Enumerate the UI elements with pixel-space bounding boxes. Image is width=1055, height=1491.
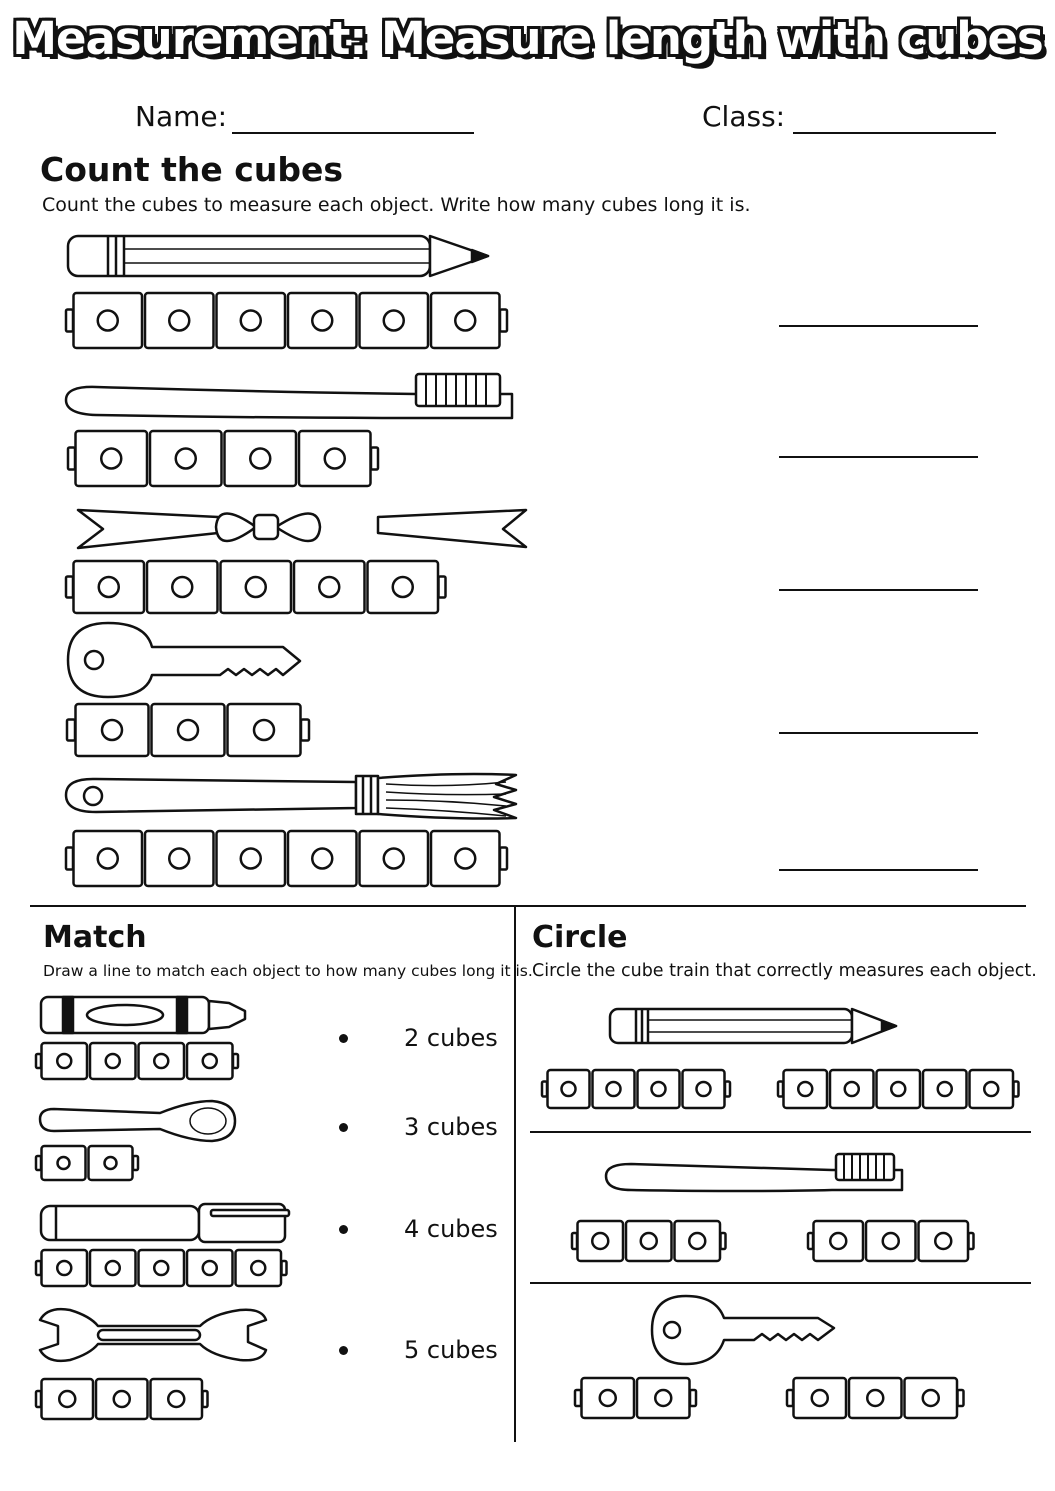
cube <box>637 1378 690 1418</box>
cube-connector <box>66 310 73 332</box>
cube <box>74 831 143 886</box>
cube-train <box>36 1146 138 1180</box>
cube-connector <box>301 720 309 741</box>
cube-connector <box>67 720 75 741</box>
cube <box>866 1221 916 1261</box>
cube <box>150 431 222 486</box>
cube <box>90 1043 136 1079</box>
cube-connector <box>575 1390 581 1406</box>
paintbrush-icon <box>66 774 516 819</box>
cube-connector <box>1014 1082 1019 1097</box>
cube-connector <box>203 1391 208 1407</box>
cube <box>593 1070 635 1108</box>
spoon-icon <box>40 1101 235 1141</box>
circle-instruction: Circle the cube train that correctly measures each object. <box>532 961 1037 981</box>
cube-connector <box>500 848 507 870</box>
cube <box>431 293 500 348</box>
cube <box>76 704 149 756</box>
toothbrush-icon <box>606 1154 902 1191</box>
cube-connector <box>439 577 446 598</box>
cube <box>152 704 225 756</box>
crayon-icon <box>41 997 245 1033</box>
match-option: 4 cubes <box>404 1215 498 1243</box>
cube <box>582 1378 635 1418</box>
wrench-icon <box>40 1309 266 1361</box>
match-instruction: Draw a line to match each object to how many cubes long it is. <box>43 962 533 980</box>
cube <box>294 561 365 613</box>
cube <box>217 831 286 886</box>
marker-icon <box>41 1204 289 1242</box>
worksheet-title: Measurement: Measure length with cubes <box>12 12 1043 65</box>
cube <box>299 431 371 486</box>
cube <box>74 293 143 348</box>
key-icon <box>652 1296 834 1364</box>
cube-train[interactable] <box>808 1221 974 1261</box>
cube <box>42 1146 86 1180</box>
pencil-icon <box>610 1009 896 1043</box>
cube-train <box>36 1250 287 1286</box>
cube <box>849 1378 902 1418</box>
cube <box>683 1070 725 1108</box>
cube <box>970 1070 1014 1108</box>
cube <box>784 1070 828 1108</box>
cube <box>151 1379 203 1419</box>
name-label: Name: <box>135 100 228 133</box>
cube <box>187 1250 233 1286</box>
cube <box>548 1070 590 1108</box>
key-icon <box>68 623 300 697</box>
cube <box>877 1070 921 1108</box>
cube <box>431 831 500 886</box>
cube-train <box>67 704 309 756</box>
cube-connector <box>969 1233 974 1249</box>
cube-train <box>66 561 446 613</box>
cube <box>76 431 148 486</box>
cube <box>90 1250 136 1286</box>
cube-connector <box>371 448 378 470</box>
cube-train <box>36 1043 238 1079</box>
cube <box>217 293 286 348</box>
cube <box>89 1146 133 1180</box>
cube <box>923 1070 967 1108</box>
cube-connector <box>690 1390 696 1406</box>
cube-connector <box>958 1390 964 1406</box>
cube <box>145 831 214 886</box>
cube <box>360 831 429 886</box>
cube-train <box>66 831 507 886</box>
cube <box>626 1221 672 1261</box>
match-option: 5 cubes <box>404 1336 498 1364</box>
cube-connector <box>721 1233 726 1249</box>
cube <box>360 293 429 348</box>
count-instruction: Count the cubes to measure each object. Write how many cubes long it is. <box>42 194 751 216</box>
cube-connector <box>68 448 75 470</box>
cube <box>221 561 292 613</box>
cube <box>145 293 214 348</box>
cube <box>42 1379 94 1419</box>
cube <box>147 561 218 613</box>
cube <box>236 1250 282 1286</box>
cube-train[interactable] <box>575 1378 696 1418</box>
cube <box>675 1221 721 1261</box>
cube-connector <box>133 1156 138 1170</box>
cube <box>225 431 297 486</box>
cube <box>139 1043 185 1079</box>
cube <box>42 1043 88 1079</box>
ribbon-icon <box>78 510 526 548</box>
cube <box>905 1378 958 1418</box>
cube <box>919 1221 969 1261</box>
cube-connector <box>66 848 73 870</box>
match-option: 3 cubes <box>404 1113 498 1141</box>
cube-train[interactable] <box>542 1070 730 1108</box>
cube-train <box>68 431 378 486</box>
cube <box>187 1043 233 1079</box>
cube <box>368 561 439 613</box>
cube <box>42 1250 88 1286</box>
cube-connector <box>787 1390 793 1406</box>
cube <box>96 1379 148 1419</box>
cube-train[interactable] <box>778 1070 1019 1108</box>
class-label: Class: <box>702 100 786 133</box>
cube <box>638 1070 680 1108</box>
toothbrush-icon <box>66 374 512 418</box>
cube-train[interactable] <box>572 1221 726 1261</box>
cube-train <box>66 293 507 348</box>
count-heading: Count the cubes <box>40 150 343 189</box>
pencil-icon <box>68 236 488 276</box>
cube-connector <box>725 1082 730 1097</box>
cube-train[interactable] <box>787 1378 964 1418</box>
cube <box>228 704 301 756</box>
cube-connector <box>66 577 73 598</box>
cube-train <box>36 1379 208 1419</box>
match-heading: Match <box>43 920 147 955</box>
cube-connector <box>500 310 507 332</box>
cube <box>288 293 357 348</box>
cube <box>74 561 145 613</box>
cube <box>794 1378 847 1418</box>
cube-connector <box>233 1054 238 1068</box>
cube <box>814 1221 864 1261</box>
match-option: 2 cubes <box>404 1024 498 1052</box>
cube-connector <box>282 1261 287 1275</box>
cube <box>578 1221 624 1261</box>
cube <box>288 831 357 886</box>
cube <box>830 1070 874 1108</box>
cube <box>139 1250 185 1286</box>
circle-heading: Circle <box>532 920 628 955</box>
